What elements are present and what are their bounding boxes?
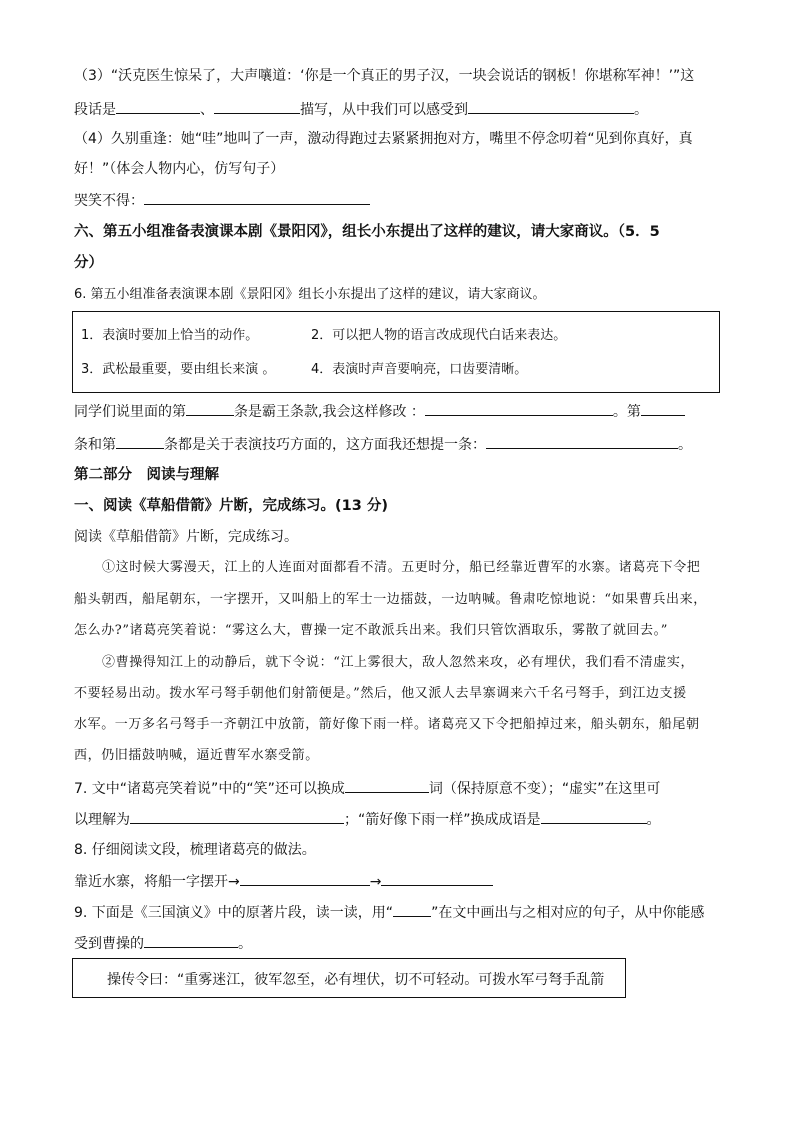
q3-text-2a: 段话是 xyxy=(74,102,116,118)
q4-text-1: （4）久别重逢：她“哇”地叫了一声，激动得跑过去紧紧拥抱对方，嘴里不停念叨着“见到你真好，真 xyxy=(74,131,693,147)
passage-p1-line3 xyxy=(74,621,668,641)
q3-blank-1[interactable] xyxy=(116,99,200,114)
q6-fill-line2 xyxy=(74,434,692,455)
q9-line2 xyxy=(74,933,252,954)
reading1-heading-text: 一、阅读《草船借箭》片断，完成练习。(13 分) xyxy=(74,498,388,514)
reading1-intro xyxy=(74,527,298,547)
q9-text-1a: 9. 下面是《三国演义》中的原著片段，读一读，用“ xyxy=(74,905,394,921)
q3-text-2d: 。 xyxy=(634,102,648,118)
passage-p1-line1 xyxy=(102,558,700,578)
q7-blank-3[interactable] xyxy=(541,809,647,824)
q3-text-2b: 、 xyxy=(200,102,214,118)
q7-line2 xyxy=(74,809,661,830)
q3-line1 xyxy=(74,66,694,86)
passage-p2-text-4: 西，仍旧擂鼓呐喊，逼近曹军水寨受箭。 xyxy=(74,748,319,763)
suggestion-item-4: 4．表演时声音要响亮，口齿要清晰。 xyxy=(311,362,528,377)
q3-line2 xyxy=(74,99,648,120)
q6-blank-5[interactable] xyxy=(486,434,678,449)
q4-text-2: 好！”（体会人物内心，仿写句子） xyxy=(74,161,285,177)
passage-p1-line2 xyxy=(74,590,707,610)
q3-text-1: （3）“沃克医生惊呆了，大声嚷道：‘你是一个真正的男子汉，一块会说话的钢板！你堪称军神！’”这 xyxy=(74,68,695,84)
passage-p2-line1 xyxy=(102,653,694,673)
q6-blank-3[interactable] xyxy=(641,401,685,416)
q8-arrow: → xyxy=(369,874,382,890)
q6-question-text: 6. 第五小组准备表演课本剧《景阳冈》组长小东提出了这样的建议，请大家商议。 xyxy=(74,287,546,302)
q8-text-2a: 靠近水寨，将船一字摆开→ xyxy=(74,874,240,890)
q4-line3 xyxy=(74,190,370,211)
passage-p1-text-3: 怎么办?”诸葛亮笑着说：“雾这么大，曹操一定不敢派兵出来。我们只管饮酒取乐，雾散了就回去。” xyxy=(74,623,669,638)
suggestion-item-3: 3．武松最重要，要由组长来演 。 xyxy=(81,362,276,377)
q6-question xyxy=(74,285,546,305)
section6-heading-text-1: 六、第五小组准备表演课本剧《景阳冈》，组长小东提出了这样的建议，请大家商议。（5．5 xyxy=(74,224,660,240)
q7-blank-1[interactable] xyxy=(345,778,429,793)
q7-text-2c: 。 xyxy=(646,812,661,828)
section6-heading-text-2: 分） xyxy=(74,255,103,271)
q8-text-1: 8. 仔细阅读文段，梳理诸葛亮的做法。 xyxy=(74,842,316,858)
q8-line2 xyxy=(74,871,493,892)
q4-answer-blank[interactable] xyxy=(144,190,370,205)
q7-text-2a: 以理解为 xyxy=(74,812,130,828)
q6-fill-text-2b: 条都是关于表演技巧方面的，这方面我还想提一条： xyxy=(164,437,486,453)
q7-text-1a: 7. 文中“诸葛亮笑着说”中的“笑”还可以换成 xyxy=(74,781,345,797)
q6-blank-4[interactable] xyxy=(116,434,164,449)
passage-p2-line3 xyxy=(74,715,700,735)
q7-blank-2[interactable] xyxy=(130,809,344,824)
q9-blank-1[interactable] xyxy=(144,933,238,948)
passage-p2-line4 xyxy=(74,746,319,766)
q6-blank-2[interactable] xyxy=(425,401,613,416)
novel-excerpt-box xyxy=(72,958,626,998)
q9-text-1b: ”在文中画出与之相对应的句子，从中你能感 xyxy=(431,905,705,921)
passage-p2-text-2: 不要轻易出动。拨水军弓弩手朝他们射箭便是。”然后，他又派人去旱寨调来六千名弓弩手，到江边支援 xyxy=(74,686,687,701)
suggestion-box xyxy=(72,311,720,393)
passage-p1-text-1: ①这时候大雾漫天，江上的人连面对面都看不清。五更时分，船已经靠近曹军的水寨。诸葛亮下令把 xyxy=(102,560,701,575)
q6-fill-text-1a: 同学们说里面的第 xyxy=(74,404,186,420)
q6-fill-text-1b: 条是霸王条款,我会这样修改 ： xyxy=(234,404,425,420)
passage-p2-text-1: ②曹操得知江上的动静后，就下令说：“江上雾很大，敌人忽然来攻，必有埋伏，我们看不清虚实， xyxy=(102,655,695,670)
passage-p2-text-3: 水军。一万多名弓弩手一齐朝江中放箭，箭好像下雨一样。诸葛亮又下令把船掉过来，船头朝东，船尾朝 xyxy=(74,717,700,732)
novel-excerpt-text: 操传令曰：“重雾迷江，彼军忽至，必有埋伏，切不可轻动。可拨水军弓弩手乱箭 xyxy=(107,972,605,988)
part2-heading xyxy=(74,465,219,485)
suggestion-item-2: 2．可以把人物的语言改成现代白话来表达。 xyxy=(311,328,567,343)
q4-line2 xyxy=(74,159,284,179)
q3-blank-2[interactable] xyxy=(214,99,300,114)
passage-p2-line2 xyxy=(74,684,687,704)
q6-fill-text-2a: 条和第 xyxy=(74,437,116,453)
reading1-intro-text: 阅读《草船借箭》片断，完成练习。 xyxy=(74,529,298,545)
q8-blank-2[interactable] xyxy=(381,871,493,886)
section6-heading-line1 xyxy=(74,222,660,242)
q6-fill-text-2c: 。 xyxy=(678,437,692,453)
q9-underline-sample xyxy=(393,902,431,917)
q9-text-2a: 受到曹操的 xyxy=(74,936,144,952)
q6-fill-line1 xyxy=(74,401,685,422)
q4-text-3: 哭笑不得： xyxy=(74,193,144,209)
q6-blank-1[interactable] xyxy=(186,401,234,416)
q3-text-2c: 描写，从中我们可以感受到 xyxy=(300,102,468,118)
q7-text-2b: ；“箭好像下雨一样”换成成语是 xyxy=(344,812,541,828)
q9-line1 xyxy=(74,902,704,923)
section6-heading-line2 xyxy=(74,253,103,273)
q4-line1 xyxy=(74,129,693,149)
passage-p1-text-2: 船头朝西，船尾朝东，一字摆开，又叫船上的军士一边擂鼓，一边呐喊。鲁肃吃惊地说：“如果曹兵出来， xyxy=(74,592,707,607)
q6-fill-text-1c: 。第 xyxy=(612,404,641,420)
reading1-heading xyxy=(74,496,388,516)
q3-blank-3[interactable] xyxy=(468,99,634,114)
q9-text-2b: 。 xyxy=(238,936,252,952)
q7-text-1b: 词（保持原意不变）；“虚实”在这里可 xyxy=(428,781,661,797)
part2-heading-text: 第二部分 阅读与理解 xyxy=(74,467,219,483)
q8-blank-1[interactable] xyxy=(240,871,370,886)
suggestion-item-1: 1．表演时要加上恰当的动作。 xyxy=(81,328,259,343)
q8-line1 xyxy=(74,840,316,860)
q7-line1 xyxy=(74,778,660,799)
